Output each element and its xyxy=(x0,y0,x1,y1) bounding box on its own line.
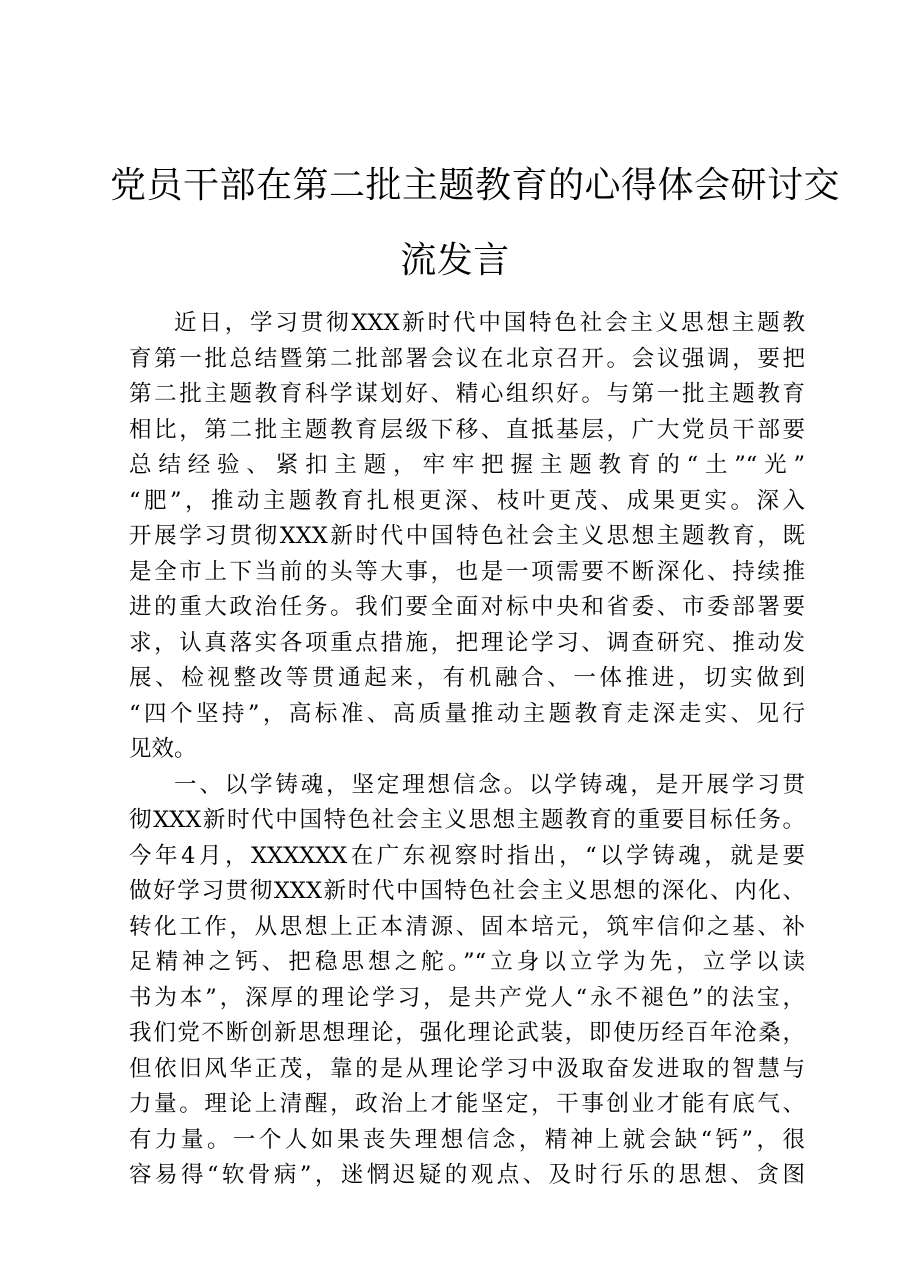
text-line: 展、检视整改等贯通起来，有机融合、一体推进，切实做到 xyxy=(129,665,805,691)
text-line: 书为本”，深厚的理论学习，是共产党人“永不褪色”的法宝， xyxy=(129,984,805,1011)
text-line: 相比，第二批主题教育层级下移、直抵基层，广大党员干部要 xyxy=(129,416,805,443)
text-line: 开展学习贯彻XXX新时代中国特色社会主义思想主题教育，既 xyxy=(129,523,805,549)
text-line: 有力量。一个人如果丧失理想信念，精神上就会缺“钙”，很 xyxy=(129,1126,805,1153)
text-line: 彻XXX新时代中国特色社会主义思想主题教育的重要目标任务。 xyxy=(129,807,805,833)
title-line: 流发言 xyxy=(400,240,510,281)
title-line: 党员干部在第二批主题教育的心得体会研讨交 xyxy=(110,165,841,206)
text-line: 见效。 xyxy=(129,736,197,762)
text-line: “肥”，推动主题教育扎根更深、枝叶更茂、成果更实。深入 xyxy=(129,487,805,514)
document-body xyxy=(129,306,805,1194)
text-line: 育第一批总结暨第二批部署会议在北京召开。会议强调，要把 xyxy=(129,345,805,372)
text-line: 今年4月，XXXXXX在广东视察时指出，“以学铸魂，就是要 xyxy=(129,842,805,869)
text-line: 求，认真落实各项重点措施，把理论学习、调查研究、推动发 xyxy=(129,629,805,656)
text-line: 做好学习贯彻XXX新时代中国特色社会主义思想的深化、内化、 xyxy=(129,878,805,904)
text-line: 总结经验、紧扣主题，牢牢把握主题教育的“土”“光” xyxy=(129,452,805,478)
text-line: 第二批主题教育科学谋划好、精心组织好。与第一批主题教育 xyxy=(129,381,805,407)
text-line: 足精神之钙、把稳思想之舵。”“立身以立学为先，立学以读 xyxy=(129,949,805,975)
text-line: 我们党不断创新思想理论，强化理论武装，即使历经百年沧桑， xyxy=(129,1020,805,1046)
paragraph-section-one xyxy=(129,768,805,1194)
text-line: 但依旧风华正茂，靠的是从理论学习中汲取奋发进取的智慧与 xyxy=(129,1055,805,1082)
text-line: 近日，学习贯彻XXX新时代中国特色社会主义思想主题教 xyxy=(174,310,805,336)
text-line: 转化工作，从思想上正本清源、固本培元，筑牢信仰之基、补 xyxy=(129,913,805,940)
text-line: “四个坚持”，高标准、高质量推动主题教育走深走实、见行 xyxy=(129,700,805,727)
paragraph-intro xyxy=(129,306,805,768)
text-line: 一、以学铸魂，坚定理想信念。以学铸魂，是开展学习贯 xyxy=(174,771,805,798)
text-line: 是全市上下当前的头等大事，也是一项需要不断深化、持续推 xyxy=(129,558,805,585)
document-title xyxy=(110,148,841,298)
text-line: 进的重大政治任务。我们要全面对标中央和省委、市委部署要 xyxy=(129,594,805,620)
text-line: 力量。理论上清醒，政治上才能坚定，干事创业才能有底气、 xyxy=(129,1091,805,1117)
text-line: 容易得“软骨病”，迷惘迟疑的观点、及时行乐的思想、贪图 xyxy=(129,1162,805,1188)
